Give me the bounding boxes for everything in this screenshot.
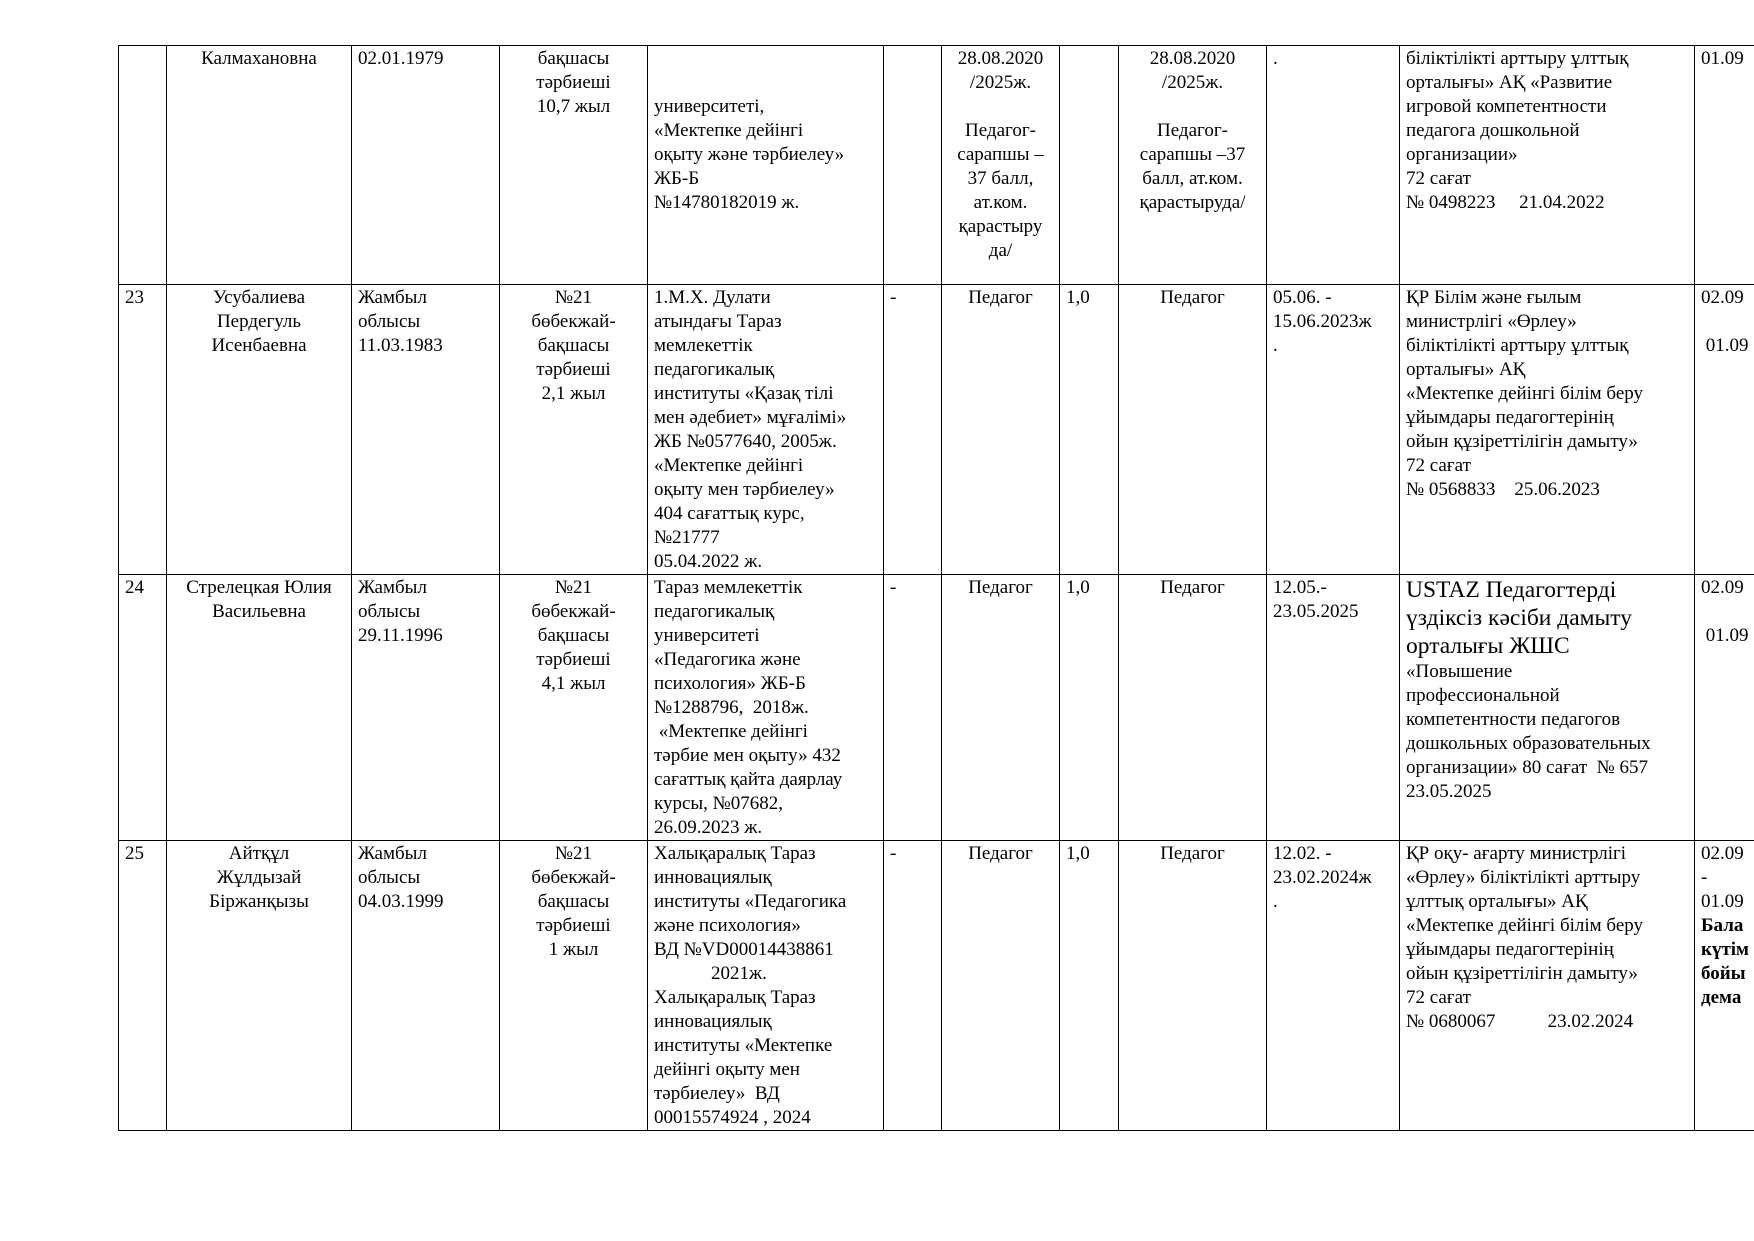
cell-line: және психология» [654, 915, 801, 936]
cell-line: дошкольных образовательных [1406, 733, 1651, 754]
position-cell [500, 575, 648, 841]
cell-line: педагога дошкольной [1406, 120, 1580, 141]
cell-text: 1,0 [1066, 287, 1090, 308]
cell-line: облысы [358, 867, 421, 888]
cell-line: Халықаралық Тараз [654, 843, 816, 864]
full-name-cell [167, 575, 352, 841]
cell-line: организации» [1406, 144, 1518, 165]
cell-line: 01.09 [1701, 625, 1749, 646]
cell-line: 29.11.1996 [358, 625, 443, 646]
cell-line: Педагог [968, 287, 1033, 308]
cell-line: облысы [358, 311, 421, 332]
cell-line: тәрбиелеу» ВД [654, 1083, 780, 1104]
cell-line: 37 балл, [967, 168, 1034, 189]
cell-line: 72 сағат [1406, 987, 1471, 1008]
cell-line: ұлттық орталығы» АҚ [1406, 891, 1588, 912]
cell-line: ойын құзіреттілігін дамыту» [1406, 963, 1638, 984]
cell-line: 1.М.Х. Дулати [654, 287, 771, 308]
leave-note-line: дема [1701, 987, 1742, 1008]
cell-line: мемлекеттік [654, 335, 753, 356]
category-cell [942, 285, 1060, 575]
staff-table [118, 45, 1754, 1131]
cell-line: . [1273, 48, 1278, 69]
cell-line: Біржанқызы [209, 891, 309, 912]
category-cell [942, 46, 1060, 285]
course-dates-cell [1267, 841, 1400, 1131]
cell-line [1701, 600, 1754, 624]
cell-line: да/ [988, 240, 1013, 261]
cell-line: 12.02. - [1273, 843, 1332, 864]
cell-line: «Мектепке дейінгі [654, 455, 804, 476]
cell-line: Исенбаевна [211, 335, 307, 356]
cell-line: - [1701, 867, 1708, 888]
cell-line: бақшасы [537, 335, 610, 356]
cell-line: облысы [358, 601, 421, 622]
cell-line: . [1273, 891, 1278, 912]
cell-line: 01.09 [1701, 335, 1749, 356]
cell-line: біліктілікті арттыру ұлттық [1406, 48, 1629, 69]
cell-line: 4,1 жыл [541, 673, 606, 694]
cell-line: тәрбиеші [536, 359, 611, 380]
cell-line: 23.05.2025 [1406, 781, 1492, 802]
cell-line: дейінгі оқыту мен [654, 1059, 800, 1080]
table-row [119, 575, 1754, 841]
table-row [119, 285, 1754, 575]
cell-line: 1 жыл [548, 939, 599, 960]
cell-line: ұйымдары педагогтерінің [1406, 939, 1614, 960]
full-name-cell [167, 841, 352, 1131]
cell-line: Жамбыл [358, 287, 427, 308]
birth-place-date-cell [352, 575, 500, 841]
cell-line: 05.04.2022 ж. [654, 551, 763, 572]
cell-line: №14780182019 ж. [654, 192, 800, 213]
cell-line: 26.09.2023 ж. [654, 817, 763, 838]
cell-line: 10,7 жыл [536, 96, 611, 117]
attestation-period-cell [1695, 46, 1754, 285]
cell-line: курсы, №07682, [654, 793, 784, 814]
course-cell [1400, 285, 1695, 575]
cell-line: сарапшы – [957, 144, 1044, 165]
cell-line: тәрбие мен оқыту» 432 [654, 745, 841, 766]
cell-line: 02.09 [1701, 287, 1744, 308]
cell-line: Педагог [1160, 287, 1225, 308]
cell-line: оқыту және тәрбиелеу» [654, 144, 845, 165]
cell-line: 02.01.1979 [358, 48, 444, 69]
category-2-cell [1119, 841, 1267, 1131]
cell-line: №21777 [654, 527, 720, 548]
cell-line: 04.03.1999 [358, 891, 444, 912]
cell-line: 15.06.2023ж [1273, 311, 1372, 332]
cell-line: Педагог- [1157, 120, 1228, 141]
cell-line: институты «Мектепке [654, 1035, 833, 1056]
cell-line: 72 сағат [1406, 168, 1471, 189]
cell-line: Айтқұл [228, 843, 290, 864]
cell-text: - [890, 577, 897, 598]
cell-line: /2025ж. [969, 72, 1032, 93]
cell-line: бақшасы [537, 891, 610, 912]
cell-text: 1,0 [1066, 577, 1090, 598]
cell-line [948, 95, 1053, 119]
education-cell [648, 575, 884, 841]
cell-line: 404 сағаттық курс, [654, 503, 805, 524]
cell-line: Стрелецкая Юлия [186, 577, 332, 598]
cell-line [1125, 95, 1260, 119]
cell-line: тәрбиеші [536, 72, 611, 93]
cell-line: ҚР Білім және ғылым [1406, 287, 1582, 308]
category-2-cell [1119, 46, 1267, 285]
birth-place-date-cell [352, 46, 500, 285]
cell-line: 02.09 [1701, 577, 1744, 598]
course-cell [1400, 46, 1695, 285]
cell-text: - [890, 843, 897, 864]
cell-line: институты «Педагогика [654, 891, 847, 912]
cell-line: ВД №VD00014438861 [654, 939, 834, 960]
cell-line: ұйымдары педагогтерінің [1406, 407, 1614, 428]
cell-text: - [890, 287, 897, 308]
cell-line: «Мектепке дейінгі [654, 120, 804, 141]
leave-note-line: Бала [1701, 915, 1744, 936]
cell-line: 11.03.1983 [358, 335, 443, 356]
cell-text: 24 [125, 577, 144, 598]
position-cell [500, 46, 648, 285]
cell-line: педагогикалық [654, 359, 775, 380]
position-cell [500, 285, 648, 575]
category-2-cell [1119, 575, 1267, 841]
row-number-cell [119, 575, 167, 841]
rate-cell [1060, 575, 1119, 841]
cell-text: 1,0 [1066, 843, 1090, 864]
cell-line: 2021ж. [654, 963, 767, 984]
cell-line: институты «Қазақ тілі [654, 383, 834, 404]
full-name-cell [167, 285, 352, 575]
birth-place-date-cell [352, 841, 500, 1131]
cell-line: №21 [554, 287, 593, 308]
cell-line: 72 сағат [1406, 455, 1471, 476]
course-provider-line: орталығы ЖШС [1406, 633, 1570, 659]
course-provider-line: үздіксіз кәсіби дамыту [1406, 605, 1633, 631]
cell-line: Жұлдызай [216, 867, 302, 888]
rate-cell [1060, 841, 1119, 1131]
cell-line: 23.02.2024ж [1273, 867, 1372, 888]
cell-line: «Повышение [1406, 661, 1513, 682]
cell-line: бөбекжай- [531, 867, 616, 888]
cell-line: сағаттық қайта даярлау [654, 769, 843, 790]
position-cell [500, 841, 648, 1131]
extra-cell [884, 285, 942, 575]
rate-cell [1060, 285, 1119, 575]
cell-line: ҚР оқу- ағарту министрлігі [1406, 843, 1627, 864]
category-cell [942, 841, 1060, 1131]
cell-line: Усубалиева [212, 287, 306, 308]
cell-line: «Мектепке дейінгі [654, 721, 808, 742]
row-number-cell [119, 841, 167, 1131]
cell-line: бақшасы [537, 48, 610, 69]
cell-line: № 0498223 21.04.2022 [1406, 192, 1605, 213]
cell-line: Жамбыл [358, 843, 427, 864]
attestation-period-cell [1695, 575, 1754, 841]
attestation-period-cell [1695, 841, 1754, 1131]
category-2-cell [1119, 285, 1267, 575]
cell-text: 23 [125, 287, 144, 308]
extra-cell [884, 46, 942, 285]
cell-line: университеті [654, 625, 760, 646]
cell-line: инновациялық [654, 867, 772, 888]
cell-line: инновациялық [654, 1011, 772, 1032]
cell-text: 25 [125, 843, 144, 864]
cell-line: атындағы Тараз [654, 311, 782, 332]
cell-line: министрлігі «Өрлеу» [1406, 311, 1577, 332]
cell-line: бақшасы [537, 625, 610, 646]
cell-line: организации» 80 сағат № 657 [1406, 757, 1649, 778]
cell-line: психология» ЖБ-Б [654, 673, 806, 694]
cell-line [1701, 310, 1754, 334]
cell-line: Педагог [968, 577, 1033, 598]
row-number-cell [119, 46, 167, 285]
education-cell [648, 46, 884, 285]
extra-cell [884, 841, 942, 1131]
cell-line: № 0568833 25.06.2023 [1406, 479, 1600, 500]
cell-line: қарастыруда/ [1139, 192, 1246, 213]
cell-line: 23.05.2025 [1273, 601, 1359, 622]
course-dates-cell [1267, 285, 1400, 575]
cell-line: тәрбиеші [536, 915, 611, 936]
cell-line: Васильевна [212, 601, 306, 622]
table-row [119, 841, 1754, 1131]
cell-line: орталығы» АҚ «Развитие [1406, 72, 1613, 93]
cell-line: орталығы» АҚ [1406, 359, 1526, 380]
cell-line: педагогикалық [654, 601, 775, 622]
cell-line: 28.08.2020 [1149, 48, 1236, 69]
cell-line: Халықаралық Тараз [654, 987, 816, 1008]
cell-line: 01.09 [1701, 48, 1744, 69]
course-provider-line: USTAZ Педагогтерді [1406, 577, 1617, 603]
cell-line: ат.ком. [973, 192, 1028, 213]
cell-line: университеті, [654, 96, 765, 117]
course-cell [1400, 575, 1695, 841]
cell-line: қарастыру [958, 216, 1043, 237]
cell-line: 01.09 [1701, 891, 1744, 912]
cell-line: 00015574924 , 2024 [654, 1107, 811, 1128]
extra-cell [884, 575, 942, 841]
cell-line: балл, ат.ком. [1142, 168, 1243, 189]
birth-place-date-cell [352, 285, 500, 575]
cell-line: 05.06. - [1273, 287, 1332, 308]
cell-line: «Мектепке дейінгі білім беру [1406, 915, 1644, 936]
cell-line: №21 [554, 843, 593, 864]
cell-line: профессиональной [1406, 685, 1560, 706]
cell-line: «Мектепке дейінгі білім беру [1406, 383, 1644, 404]
cell-line: 02.09 [1701, 843, 1744, 864]
cell-line: 28.08.2020 [957, 48, 1044, 69]
cell-line: біліктілікті арттыру ұлттық [1406, 335, 1629, 356]
cell-line: Калмахановна [201, 48, 317, 69]
education-cell [648, 841, 884, 1131]
rate-cell [1060, 46, 1119, 285]
cell-line: 2,1 жыл [541, 383, 606, 404]
attestation-period-cell [1695, 285, 1754, 575]
cell-line: Жамбыл [358, 577, 427, 598]
row-number-cell [119, 285, 167, 575]
cell-line: /2025ж. [1161, 72, 1224, 93]
cell-line: ЖБ-Б [654, 168, 700, 189]
cell-line: Тараз мемлекеттік [654, 577, 803, 598]
cell-line: игровой компетентности [1406, 96, 1607, 117]
education-cell [648, 285, 884, 575]
cell-line: «Өрлеу» біліктілікті арттыру [1406, 867, 1641, 888]
cell-line: №1288796, 2018ж. [654, 697, 809, 718]
cell-line: бөбекжай- [531, 311, 616, 332]
cell-line: 12.05.- [1273, 577, 1327, 598]
cell-line: Педагог [1160, 577, 1225, 598]
cell-line: № 0680067 23.02.2024 [1406, 1011, 1634, 1032]
cell-line: Педагог [1160, 843, 1225, 864]
cell-line: «Педагогика және [654, 649, 801, 670]
cell-line: Педагог- [965, 120, 1036, 141]
course-cell [1400, 841, 1695, 1131]
course-dates-cell [1267, 575, 1400, 841]
cell-line: компетентности педагогов [1406, 709, 1621, 730]
cell-line: Педагог [968, 843, 1033, 864]
table-row [119, 46, 1754, 285]
cell-line: . [1273, 335, 1278, 356]
table-body [119, 46, 1754, 1131]
leave-note-line: күтім [1701, 939, 1750, 960]
leave-note-line: бойы [1701, 963, 1746, 984]
category-cell [942, 575, 1060, 841]
cell-line: ЖБ №0577640, 2005ж. [654, 431, 837, 452]
cell-line: тәрбиеші [536, 649, 611, 670]
course-dates-cell [1267, 46, 1400, 285]
cell-line: бөбекжай- [531, 601, 616, 622]
cell-line: №21 [554, 577, 593, 598]
cell-line: ойын құзіреттілігін дамыту» [1406, 431, 1638, 452]
cell-line: сарапшы –37 [1139, 144, 1246, 165]
full-name-cell [167, 46, 352, 285]
cell-line: оқыту мен тәрбиелеу» [654, 479, 835, 500]
cell-line: Пердегуль [216, 311, 302, 332]
cell-line: мен әдебиет» мұғалімі» [654, 407, 847, 428]
